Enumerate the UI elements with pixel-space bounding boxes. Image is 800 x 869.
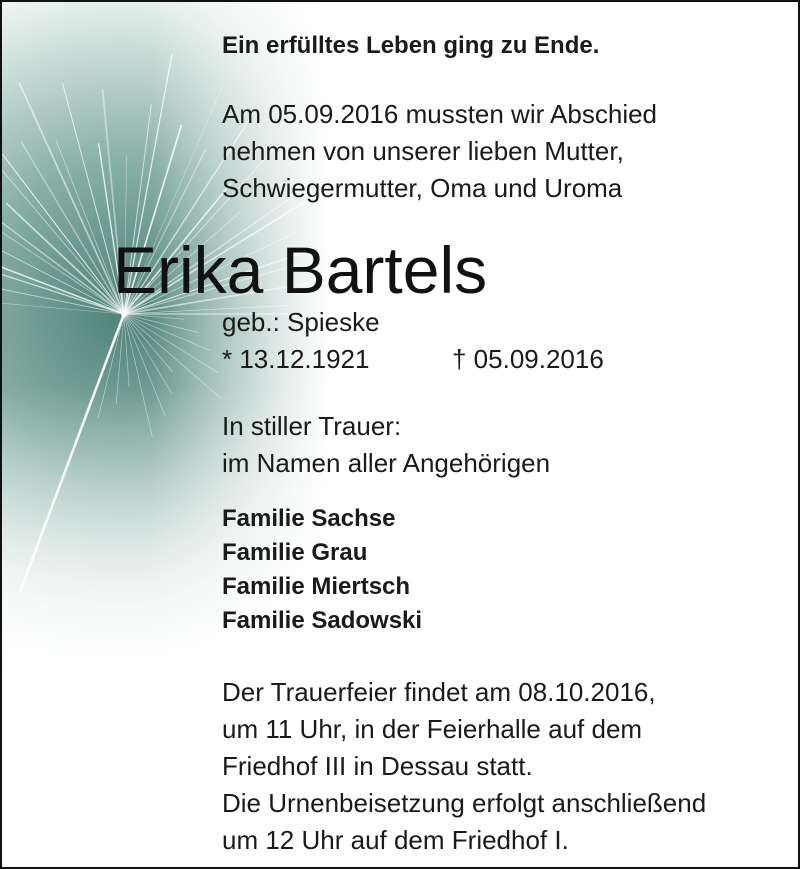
mourning-line: In stiller Trauer: xyxy=(222,411,402,441)
service-line: um 12 Uhr auf dem Friedhof I. xyxy=(222,825,569,855)
service-line: Die Urnenbeisetzung erfolgt anschließend xyxy=(222,788,707,818)
birth-date: * 13.12.1921 xyxy=(222,344,370,374)
service-line: Der Trauerfeier findet am 08.10.2016, xyxy=(222,677,656,707)
death-date: † 05.09.2016 xyxy=(452,344,604,374)
service-line: Friedhof III in Dessau statt. xyxy=(222,751,533,781)
family-name: Familie Grau xyxy=(222,539,368,566)
deceased-name: Erika Bartels xyxy=(113,233,488,307)
mourning-line: im Namen aller Angehörigen xyxy=(222,448,551,478)
headline: Ein erfülltes Leben ging zu Ende. xyxy=(222,32,600,59)
family-name: Familie Sachse xyxy=(222,505,396,532)
intro-line: Am 05.09.2016 mussten wir Abschied xyxy=(222,99,658,129)
maiden-name: geb.: Spieske xyxy=(222,307,380,337)
family-name: Familie Miertsch xyxy=(222,573,411,600)
life-dates xyxy=(222,341,604,378)
family-name: Familie Sadowski xyxy=(222,607,423,634)
intro-line: Schwiegermutter, Oma und Uroma xyxy=(222,173,623,203)
intro-line: nehmen von unserer lieben Mutter, xyxy=(222,136,624,166)
service-line: um 11 Uhr, in der Feierhalle auf dem xyxy=(222,714,643,744)
